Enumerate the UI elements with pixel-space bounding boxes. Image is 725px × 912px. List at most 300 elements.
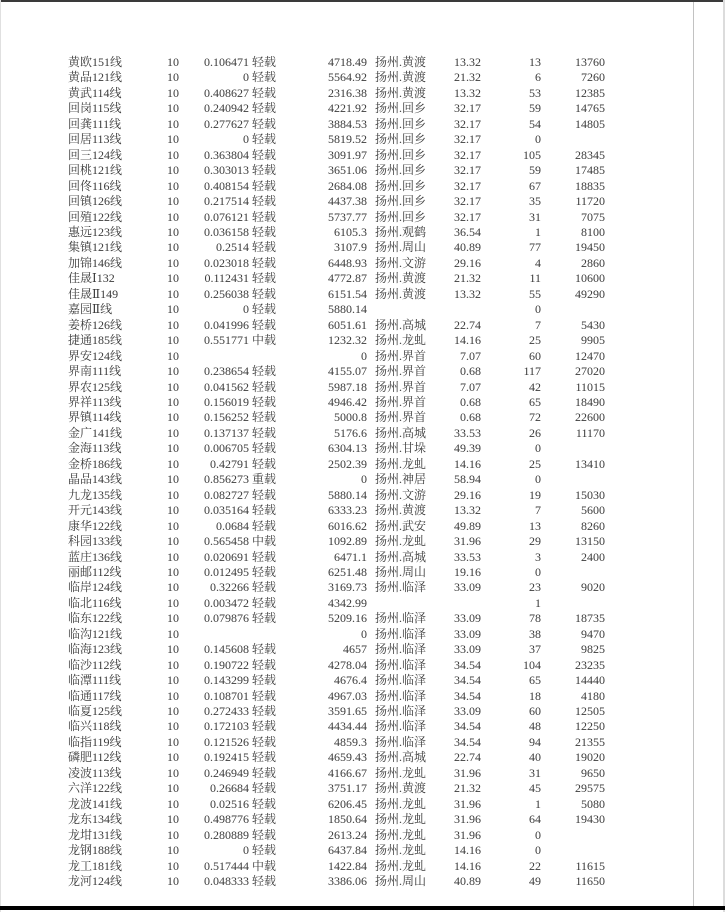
cell-line-name: 科园133线 [68,534,123,549]
table-row [68,441,605,456]
cell-line-name: 姜桥126线 [68,317,123,332]
cell-load-level: 轻载 [252,688,277,703]
table-row [68,256,605,271]
cell-voltage-kv: 10 [167,456,179,471]
cell-metric-b: 0.68 [460,410,481,425]
cell-voltage-kv: 10 [167,333,179,348]
cell-station: 扬州.周山 [375,874,427,889]
cell-line-name: 临兴118线 [68,719,122,734]
cell-metric-b: 58.94 [454,472,481,487]
cell-metric-c: 12470 [575,348,605,363]
cell-voltage-kv: 10 [167,642,179,657]
cell-metric-c: 19020 [575,750,605,765]
cell-line-name: 龙工181线 [68,858,123,873]
cell-load-level: 轻载 [252,147,277,162]
cell-load-rate: 0.238654 [204,364,249,379]
cell-station: 扬州.回乡 [375,116,427,131]
cell-metric-b: 36.54 [454,224,481,239]
cell-load-rate: 0.156019 [204,394,249,409]
cell-load-rate: 0.190722 [204,657,249,672]
cell-count: 11 [529,271,541,286]
table-row [68,117,605,132]
table-row [68,859,605,874]
cell-metric-c [541,472,605,487]
cell-station: 扬州.回乡 [375,101,427,116]
cell-load-level: 轻载 [252,595,277,610]
cell-voltage-kv: 10 [167,194,179,209]
cell-load-level: 轻载 [252,85,277,100]
cell-metric-c: 11170 [575,425,605,440]
cell-load-level: 轻载 [252,812,277,827]
cell-line-name: 回桃121线 [68,163,123,178]
cell-count: 42 [529,379,541,394]
cell-load-level: 轻载 [252,719,277,734]
cell-line-name: 临潭111线 [68,673,122,688]
cell-metric-b: 14.16 [454,456,481,471]
cell-load-rate: 0.303013 [204,163,249,178]
cell-metric-a: 4946.42 [328,394,367,409]
cell-metric-b: 29.16 [454,487,481,502]
cell-station: 扬州.临泽 [375,657,427,672]
cell-line-name: 黄欧151线 [68,55,123,69]
cell-line-name: 佳晟Ⅱ149 [68,286,119,301]
cell-load-level: 轻载 [252,317,277,332]
cell-metric-b: 14.16 [454,843,481,858]
cell-line-name: 集镇121线 [68,240,123,255]
cell-count: 49 [529,874,541,889]
cell-load-level: 轻载 [252,549,277,564]
cell-load-rate: 0.012495 [204,564,249,579]
cell-station: 扬州.龙虬 [375,333,427,348]
cell-metric-b: 0.68 [460,394,481,409]
cell-metric-c: 11650 [575,874,605,889]
cell-load-rate: 0.240942 [204,101,249,116]
cell-voltage-kv: 10 [167,719,179,734]
cell-count: 60 [529,348,541,363]
cell-metric-c: 9650 [581,765,605,780]
cell-load-level: 轻载 [252,580,277,595]
cell-metric-b: 40.89 [454,874,481,889]
cell-line-name: 开元143线 [68,503,123,518]
cell-load-rate: 0.856273 [204,472,249,487]
cell-voltage-kv: 10 [167,503,179,518]
cell-metric-a: 3651.06 [328,163,367,178]
cell-load-rate: 0.498776 [204,812,249,827]
cell-station: 扬州.临泽 [375,673,427,688]
cell-station: 扬州.黄渡 [375,781,427,796]
cell-voltage-kv: 10 [167,255,179,270]
cell-load-rate: 0.246949 [204,765,249,780]
table-row [68,318,605,333]
table-row [68,395,605,410]
cell-voltage-kv: 10 [167,240,179,255]
cell-metric-a: 5987.18 [328,379,367,394]
cell-count: 1 [535,796,541,811]
cell-count: 4 [535,255,541,270]
cell-metric-a: 4676.4 [334,673,367,688]
cell-count: 0 [535,302,541,317]
cell-voltage-kv: 10 [167,549,179,564]
cell-voltage-kv: 10 [167,302,179,317]
cell-voltage-kv: 10 [167,286,179,301]
cell-load-level: 轻载 [252,796,277,811]
cell-station: 扬州.高城 [375,549,427,564]
cell-metric-b: 0.68 [460,364,481,379]
cell-metric-c: 4180 [581,688,605,703]
cell-metric-a: 6251.48 [328,564,367,579]
cell-voltage-kv: 10 [167,410,179,425]
cell-metric-b: 49.89 [454,518,481,533]
cell-voltage-kv: 10 [167,750,179,765]
cell-metric-b: 33.09 [454,626,481,641]
cell-metric-c: 10600 [575,271,605,286]
cell-metric-a: 2613.24 [328,827,367,842]
cell-voltage-kv: 10 [167,85,179,100]
cell-count: 6 [535,70,541,85]
cell-load-rate: 0.26684 [210,781,249,796]
table-row [68,426,605,441]
table-row [68,596,605,611]
cell-line-name: 惠远123线 [68,224,123,239]
cell-load-rate: 0.156252 [204,410,249,425]
cell-line-name: 回殖122线 [68,209,123,224]
cell-voltage-kv: 10 [167,379,179,394]
cell-voltage-kv: 10 [167,734,179,749]
cell-line-name: 回居113线 [68,132,122,147]
cell-count: 3 [535,549,541,564]
table-row [68,163,605,178]
cell-voltage-kv: 10 [167,364,179,379]
cell-load-rate: 0.003472 [204,595,249,610]
cell-load-level: 轻载 [252,503,277,518]
cell-voltage-kv: 10 [167,271,179,286]
cell-load-rate: 0.551771 [204,333,249,348]
table-row [68,194,605,209]
cell-metric-a: 3751.17 [328,781,367,796]
cell-metric-c: 21355 [575,734,605,749]
cell-metric-a: 4659.43 [328,750,367,765]
cell-load-level: 轻载 [252,734,277,749]
cell-load-level: 轻载 [252,209,277,224]
cell-load-level: 轻载 [252,132,277,147]
table-row [68,580,605,595]
table-row [68,658,605,673]
cell-load-rate: 0.143299 [204,673,249,688]
table-row [68,380,605,395]
table-row [68,472,605,487]
table-row [68,689,605,704]
cell-metric-b: 33.09 [454,611,481,626]
table-row [68,101,605,116]
cell-voltage-kv: 10 [167,518,179,533]
cell-line-name: 临海123线 [68,642,123,657]
cell-load-rate: 0.079876 [204,611,249,626]
cell-load-level: 轻载 [252,564,277,579]
cell-metric-c: 5430 [581,317,605,332]
cell-count: 25 [529,456,541,471]
cell-voltage-kv: 10 [167,534,179,549]
cell-metric-c: 15030 [575,487,605,502]
cell-metric-c: 13150 [575,534,605,549]
cell-voltage-kv: 10 [167,781,179,796]
cell-metric-b: 40.89 [454,240,481,255]
cell-metric-c: 8260 [581,518,605,533]
cell-count: 59 [529,101,541,116]
cell-load-level: 轻载 [252,704,277,719]
cell-load-rate: 0.0684 [216,518,249,533]
cell-line-name: 蓝庄136线 [68,549,123,564]
cell-load-rate: 0.272433 [204,704,249,719]
cell-metric-c: 19430 [575,812,605,827]
cell-metric-b: 21.32 [454,70,481,85]
cell-line-name: 界南111线 [68,364,122,379]
cell-count: 35 [529,194,541,209]
cell-metric-a: 0 [361,472,367,487]
cell-metric-a: 4437.38 [328,194,367,209]
cell-metric-b: 33.53 [454,549,481,564]
table-row [68,70,605,85]
cell-metric-c: 17485 [575,163,605,178]
cell-station: 扬州.高城 [375,750,427,765]
cell-load-rate: 0.023018 [204,255,249,270]
cell-station: 扬州.神居 [375,472,427,487]
cell-voltage-kv: 10 [167,147,179,162]
cell-line-name: 加锦146线 [68,255,123,270]
cell-station: 扬州.甘垛 [375,441,427,456]
cell-metric-b: 29.16 [454,255,481,270]
cell-load-rate: 0 [243,843,249,858]
cell-station: 扬州.黄渡 [375,85,427,100]
cell-metric-a: 4967.03 [328,688,367,703]
cell-line-name: 回佟116线 [68,178,122,193]
cell-metric-b: 31.96 [454,796,481,811]
cell-metric-b: 34.54 [454,673,481,688]
table-row [68,550,605,565]
cell-count: 0 [535,843,541,858]
table-row [68,828,605,843]
cell-load-level: 轻载 [252,255,277,270]
cell-metric-c: 9470 [581,626,605,641]
cell-metric-c: 11720 [575,194,605,209]
cell-metric-c: 5080 [581,796,605,811]
cell-load-rate: 0.121526 [204,734,249,749]
cell-count: 7 [535,503,541,518]
cell-load-rate: 0.2514 [216,240,249,255]
cell-metric-a: 6304.13 [328,441,367,456]
cell-load-level: 轻载 [252,441,277,456]
cell-load-level: 轻载 [252,379,277,394]
cell-voltage-kv: 10 [167,657,179,672]
cell-voltage-kv: 10 [167,394,179,409]
cell-voltage-kv: 10 [167,209,179,224]
cell-metric-a: 4342.99 [328,595,367,610]
cell-station: 扬州.回乡 [375,132,427,147]
cell-metric-a: 5819.52 [328,132,367,147]
cell-station: 扬州.界首 [375,348,427,363]
cell-line-name: 龙东134线 [68,812,123,827]
table-row [68,132,605,147]
cell-count: 38 [529,626,541,641]
table-row [68,611,605,626]
cell-voltage-kv: 10 [167,425,179,440]
cell-load-level: 轻载 [252,224,277,239]
cell-metric-c: 19450 [575,240,605,255]
table-row [68,488,605,503]
table-row [68,148,605,163]
cell-metric-b: 34.54 [454,657,481,672]
cell-load-rate: 0.048333 [204,874,249,889]
cell-voltage-kv: 10 [167,441,179,456]
cell-station: 扬州.武安 [375,518,427,533]
cell-metric-b: 31.96 [454,827,481,842]
table-row [68,874,605,889]
cell-metric-c: 28345 [575,147,605,162]
cell-metric-b: 32.17 [454,147,481,162]
cell-load-rate: 0.408627 [204,85,249,100]
cell-count: 48 [529,719,541,734]
cell-voltage-kv: 10 [167,843,179,858]
cell-line-name: 龙河124线 [68,874,123,889]
cell-metric-a: 0 [361,626,367,641]
cell-load-rate: 0.172103 [204,719,249,734]
cell-load-level: 轻载 [252,611,277,626]
cell-metric-c [541,302,605,317]
cell-load-level: 中载 [252,333,277,348]
cell-station: 扬州.龙虬 [375,456,427,471]
cell-station: 扬州.高城 [375,425,427,440]
cell-line-name: 磷肥112线 [68,750,122,765]
cell-metric-a: 4155.07 [328,364,367,379]
cell-load-rate: 0.217514 [204,194,249,209]
cell-metric-b: 32.17 [454,132,481,147]
cell-station: 扬州.回乡 [375,163,427,178]
cell-load-level: 轻载 [252,657,277,672]
cell-line-name: 佳晟Ⅰ132 [68,271,115,286]
cell-line-name: 临北116线 [68,595,122,610]
cell-load-level: 轻载 [252,394,277,409]
cell-metric-b: 13.32 [454,286,481,301]
cell-metric-a: 3591.65 [328,704,367,719]
cell-line-name: 金桥186线 [68,456,123,471]
cell-metric-a: 3091.97 [328,147,367,162]
cell-voltage-kv: 10 [167,688,179,703]
cell-load-level: 轻载 [252,286,277,301]
table-row [68,750,605,765]
cell-metric-a: 6051.61 [328,317,367,332]
cell-metric-c: 13410 [575,456,605,471]
cell-line-name: 临沙112线 [68,657,122,672]
cell-station: 扬州.观鹤 [375,224,427,239]
cell-count: 25 [529,333,541,348]
cell-load-level: 轻载 [252,101,277,116]
cell-station: 扬州.回乡 [375,209,427,224]
cell-load-rate: 0.408154 [204,178,249,193]
cell-metric-a: 4221.92 [328,101,367,116]
cell-metric-b: 32.17 [454,178,481,193]
cell-count: 18 [529,688,541,703]
cell-voltage-kv: 10 [167,673,179,688]
cell-metric-b: 33.53 [454,425,481,440]
cell-station: 扬州.临泽 [375,719,427,734]
table-row [68,642,605,657]
cell-metric-b: 21.32 [454,271,481,286]
cell-load-level: 轻载 [252,874,277,889]
cell-count: 104 [523,657,541,672]
table-scroll-area[interactable] [1,2,693,906]
cell-load-rate: 0.041996 [204,317,249,332]
cell-metric-b: 33.09 [454,704,481,719]
cell-voltage-kv: 10 [167,812,179,827]
cell-load-rate: 0.137137 [204,425,249,440]
cell-metric-b: 19.16 [454,564,481,579]
cell-metric-b: 32.17 [454,194,481,209]
cell-voltage-kv: 10 [167,70,179,85]
cell-metric-b: 32.17 [454,116,481,131]
cell-station: 扬州.黄渡 [375,55,427,69]
cell-metric-a: 3169.73 [328,580,367,595]
table-row [68,210,605,225]
cell-load-level: 轻载 [252,765,277,780]
table-row [68,287,605,302]
cell-metric-a: 6016.62 [328,518,367,533]
cell-station: 扬州.黄渡 [375,503,427,518]
cell-metric-a: 6333.23 [328,503,367,518]
cell-station: 扬州.黄渡 [375,70,427,85]
table-row [68,719,605,734]
cell-metric-b: 33.09 [454,580,481,595]
cell-count: 60 [529,704,541,719]
cell-voltage-kv: 10 [167,796,179,811]
cell-count: 59 [529,163,541,178]
cell-voltage-kv: 10 [167,317,179,332]
cell-metric-c [541,828,605,843]
cell-count: 19 [529,487,541,502]
cell-load-level [249,349,309,364]
cell-metric-a: 6448.93 [328,255,367,270]
cell-metric-c: 14805 [575,116,605,131]
cell-station: 扬州.临泽 [375,611,427,626]
cell-load-rate: 0 [243,132,249,147]
cell-metric-a: 5176.6 [334,425,367,440]
cell-load-rate: 0.280889 [204,827,249,842]
cell-voltage-kv: 10 [167,224,179,239]
cell-metric-b: 31.96 [454,812,481,827]
cell-load-level: 中载 [252,858,277,873]
cell-load-rate: 0.036158 [204,224,249,239]
cell-metric-c [541,843,605,858]
cell-metric-a: 6471.1 [334,549,367,564]
table-row [68,797,605,812]
table-row [68,271,605,286]
cell-count: 65 [529,394,541,409]
cell-load-level: 重载 [252,472,277,487]
cell-station: 扬州.周山 [375,564,427,579]
cell-count: 37 [529,642,541,657]
cell-load-level: 轻载 [252,116,277,131]
table-row [68,240,605,255]
cell-metric-c: 7075 [581,209,605,224]
cell-line-name: 界安124线 [68,348,123,363]
table-row [68,534,605,549]
cell-count: 72 [529,410,541,425]
cell-metric-a: 2684.08 [328,178,367,193]
table-row [68,86,605,101]
cell-voltage-kv: 10 [167,765,179,780]
cell-metric-a: 0 [361,348,367,363]
cell-load-rate: 0.082727 [204,487,249,502]
cell-station: 扬州.回乡 [375,178,427,193]
cell-metric-b [443,596,481,611]
